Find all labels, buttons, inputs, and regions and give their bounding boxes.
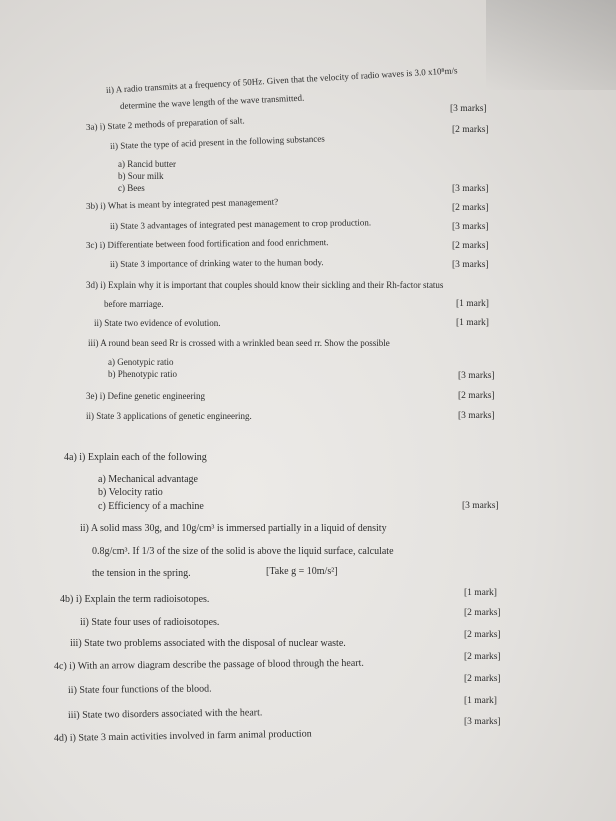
marks-label: [3 marks] bbox=[458, 411, 495, 421]
marks-label: [3 marks] bbox=[452, 260, 489, 270]
question-line: c) Bees bbox=[118, 183, 145, 193]
question-line: ii) A solid mass 30g, and 10g/cm³ is immersed partially in a liquid of density bbox=[80, 523, 387, 534]
marks-label: [3 marks] bbox=[458, 371, 495, 381]
question-line: the tension in the spring. bbox=[92, 568, 191, 579]
question-line: a) Genotypic ratio bbox=[108, 357, 174, 367]
marks-label: [2 marks] bbox=[452, 203, 489, 213]
marks-label: [3 marks] bbox=[462, 501, 499, 511]
marks-label: [2 marks] bbox=[464, 630, 501, 640]
question-line: 3d) i) Explain why it is important that couples should know their sickling and their Rh-factor status bbox=[86, 280, 444, 290]
question-line: 3c) i) Differentiate between food fortification and food enrichment. bbox=[85, 237, 329, 250]
question-line: ii) State 3 advantages of integrated pest management to crop production. bbox=[109, 217, 372, 231]
question-line: b) Phenotypic ratio bbox=[108, 369, 177, 379]
question-line: a) Mechanical advantage bbox=[98, 474, 198, 485]
question-line: iii) State two disorders associated with the heart. bbox=[67, 707, 263, 721]
question-line: b) Velocity ratio bbox=[98, 487, 163, 498]
question-line: ii) State four functions of the blood. bbox=[67, 683, 212, 696]
question-line: 3a) i) State 2 methods of preparation of salt. bbox=[85, 115, 245, 132]
marks-label: [3 marks] bbox=[452, 222, 489, 232]
marks-label: [3 marks] bbox=[450, 104, 487, 114]
marks-label: [1 mark] bbox=[464, 588, 497, 598]
marks-label: [2 marks] bbox=[464, 652, 501, 662]
marks-label: [1 mark] bbox=[456, 299, 489, 309]
marks-label: [1 mark] bbox=[464, 696, 497, 706]
question-line: ii) State the type of acid present in the following substances bbox=[109, 133, 325, 151]
marks-label: [2 marks] bbox=[458, 391, 495, 401]
question-line: 4b) i) Explain the term radioisotopes. bbox=[60, 594, 210, 605]
question-line: 4d) i) State 3 main activities involved in farm animal production bbox=[53, 728, 312, 744]
paper-shadow bbox=[486, 0, 616, 90]
question-line: determine the wave length of the wave transmitted. bbox=[119, 92, 305, 111]
question-line: ii) State 3 applications of genetic engineering. bbox=[86, 411, 252, 421]
question-line: iii) A round bean seed Rr is crossed with a wrinkled bean seed rr. Show the possible bbox=[88, 338, 390, 348]
question-line: 3e) i) Define genetic engineering bbox=[86, 391, 205, 401]
question-line: 0.8g/cm³. If 1/3 of the size of the solid is above the liquid surface, calculate bbox=[92, 546, 394, 557]
question-line: ii) A radio transmits at a frequency of 50Hz. Given that the velocity of radio waves is 3.0 x10⁸m/s bbox=[105, 65, 458, 95]
marks-label: [2 marks] bbox=[464, 674, 501, 684]
question-line: ii) State 3 importance of drinking water to the human body. bbox=[109, 257, 324, 269]
question-line: before marriage. bbox=[104, 299, 164, 309]
question-line: 3b) i) What is meant by integrated pest management? bbox=[85, 196, 279, 211]
marks-label: [3 marks] bbox=[464, 717, 501, 727]
marks-label: [2 marks] bbox=[464, 608, 501, 618]
marks-label: [3 marks] bbox=[452, 184, 489, 194]
question-line: ii) State four uses of radioisotopes. bbox=[80, 617, 220, 628]
question-line: a) Rancid butter bbox=[118, 159, 176, 169]
question-line: iii) State two problems associated with the disposal of nuclear waste. bbox=[70, 638, 346, 649]
question-line: 4c) i) With an arrow diagram describe the passage of blood through the heart. bbox=[53, 657, 364, 672]
question-line: c) Efficiency of a machine bbox=[98, 501, 204, 512]
question-line: ii) State two evidence of evolution. bbox=[94, 318, 221, 328]
question-line: b) Sour milk bbox=[118, 171, 164, 181]
marks-label: [2 marks] bbox=[452, 125, 489, 135]
marks-label: [2 marks] bbox=[452, 241, 489, 251]
question-line: [Take g = 10m/s²] bbox=[266, 566, 338, 577]
marks-label: [1 mark] bbox=[456, 318, 489, 328]
question-line: 4a) i) Explain each of the following bbox=[64, 452, 207, 463]
